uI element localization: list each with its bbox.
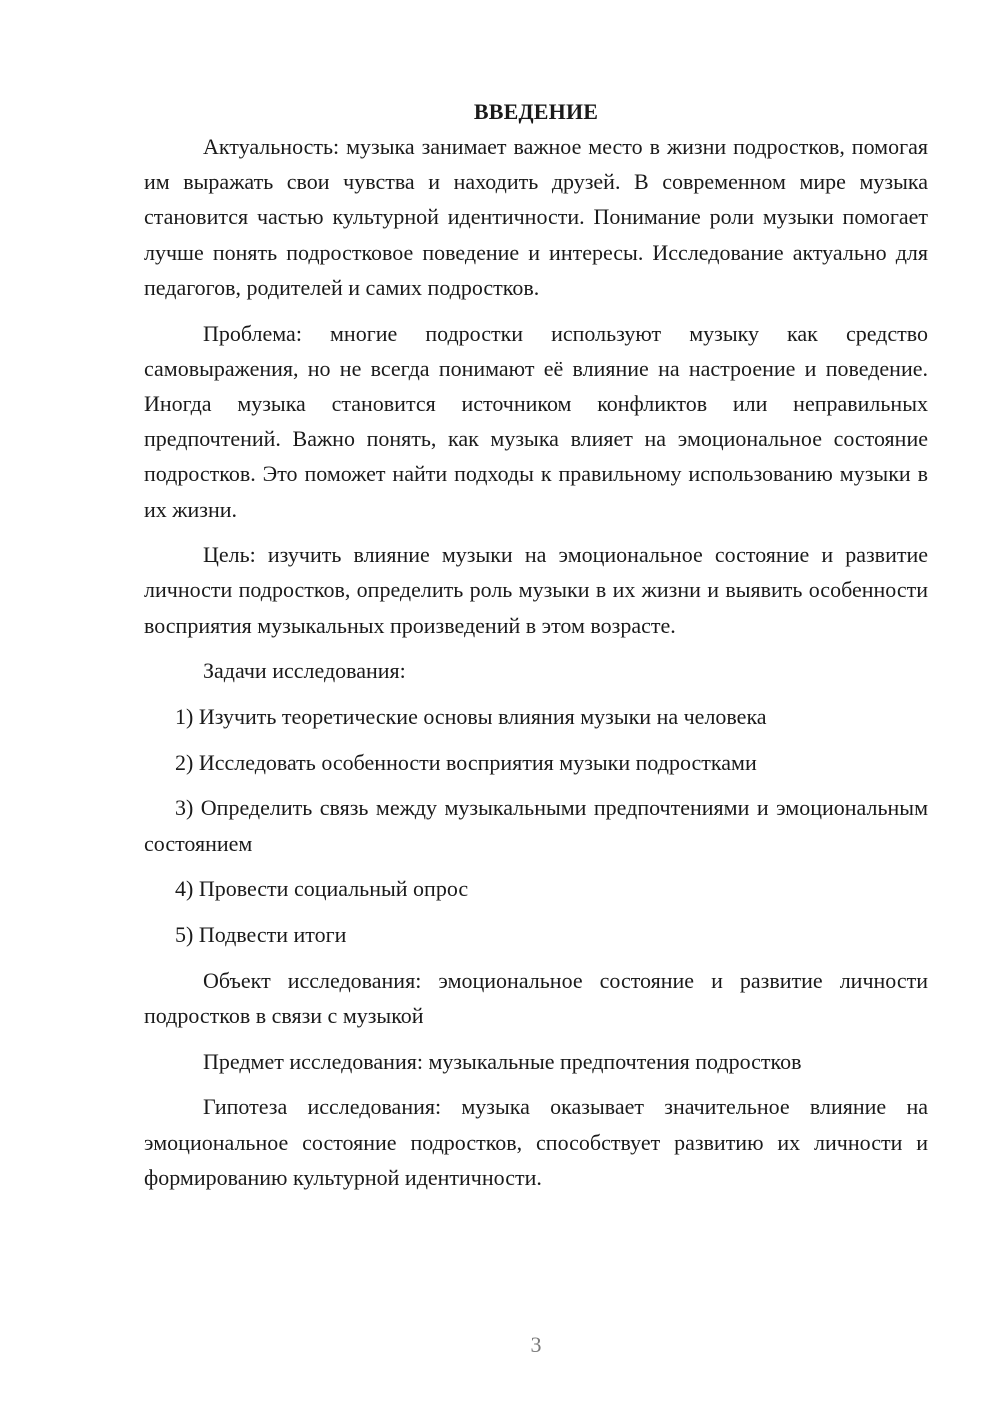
task-item-4: 4) Провести социальный опрос [175,876,469,902]
hypothesis-paragraph: Гипотеза исследования: музыка оказывает значительное влияние на эмоциональное состояние подростков, способствует развитию их личности и формированию культурной идентичности. [144,1094,928,1190]
task-item-2: 2) Исследовать особенности восприятия музыки подростками [175,749,757,775]
task-item-1: 1) Изучить теоретические основы влияния музыки на человека [175,704,767,730]
section-title: ВВЕДЕНИЕ [473,99,599,124]
goal-paragraph: Цель: изучить влияние музыки на эмоциональное состояние и развитие личности подростков, определить роль музыки в их жизни и выявить особенности восприятия музыкальных произведений в этом возрасте. [144,542,928,638]
problem-paragraph: Проблема: многие подростки используют музыку как средство самовыражения, но не всегда понимают её влияние на настроение и поведение. Иногда музыка становится источником конфликтов или неправильных предпочтений. Важно понять, как музыка влияет на эмоциональное состояние подростков. Это поможет найти подходы к правильному использованию музыки в их жизни. [144,320,928,522]
task-item-5: 5) Подвести итоги [175,922,347,948]
document-page [144,94,928,1205]
relevance-paragraph: Актуальность: музыка занимает важное место в жизни подростков, помогая им выражать свои чувства и находить друзей. В современном мире музыка становится частью культурной идентичности. Понимание роли музыки помогает лучше понять подростковое поведение и интересы. Исследование актуально для педагогов, родителей и самих подростков. [144,134,928,300]
object-paragraph: Объект исследования: эмоциональное состояние и развитие личности подростков в связи с музыкой [144,967,928,1028]
subject-paragraph: Предмет исследования: музыкальные предпочтения подростков [203,1048,802,1074]
task-item-3: 3) Определить связь между музыкальными предпочтениями и эмоциональным состоянием [144,795,928,856]
tasks-heading: Задачи исследования: [203,658,406,684]
page-number: 3 [530,1332,542,1357]
